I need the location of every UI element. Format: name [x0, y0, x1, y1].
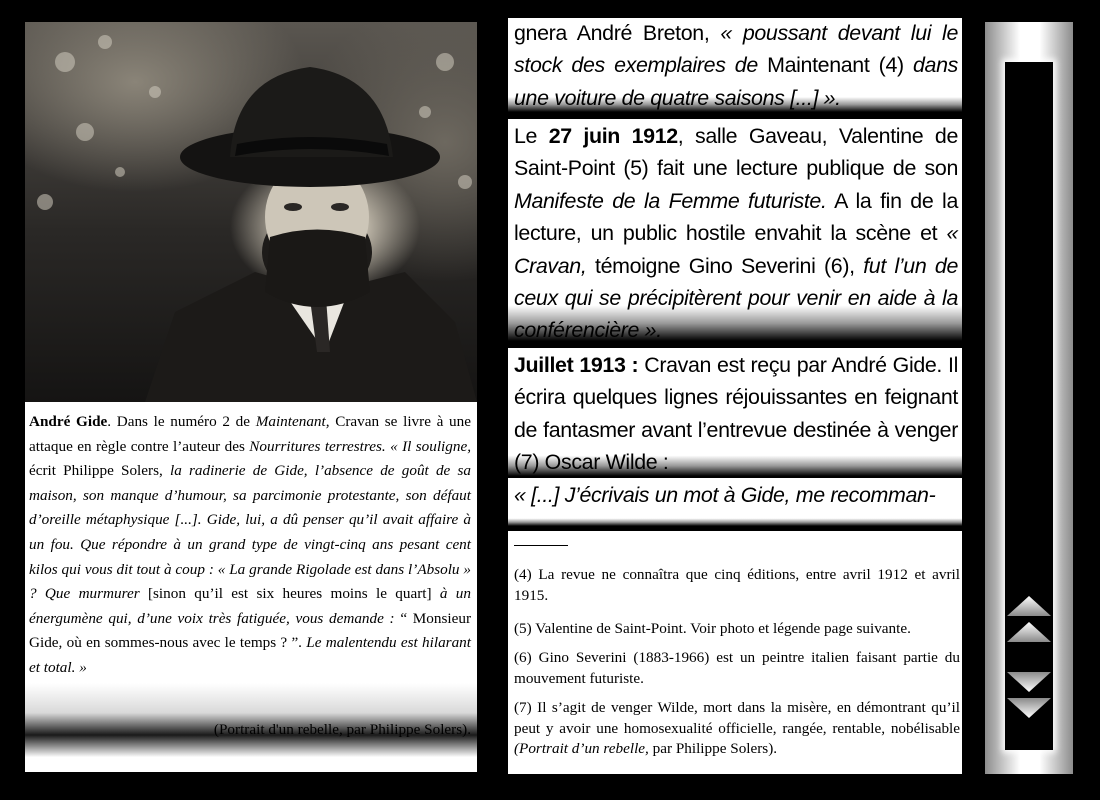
quote-run: fut l’un de ceux qui se précipitèrent pour venir en aide à la conférencière ».	[514, 253, 958, 343]
footnote-6: (6) Gino Severini (1883-1966) est un peintre italien faisant partie du mouvement futuriste.	[514, 649, 960, 687]
footnote-italic: (Portrait d’un rebelle,	[514, 740, 649, 757]
caption-quote-part: « Il souligne,	[390, 437, 471, 455]
date-run: 27 juin 1912	[548, 124, 678, 148]
chevron-up-icon[interactable]	[1005, 620, 1053, 644]
text-run: Maintenant (4)	[757, 53, 913, 78]
article-paragraph-3	[514, 349, 958, 479]
chevron-down-icon[interactable]	[1005, 670, 1053, 694]
caption-quote-part: à un énergumène qui, d’une voix très fatiguée, vous demande :	[29, 585, 471, 627]
article-paragraph-1	[514, 17, 958, 114]
article-paragraph-2	[514, 120, 958, 347]
scroll-panel	[985, 22, 1073, 774]
footnote-rule	[514, 545, 568, 546]
caption-quote-part: Le malentendu est hilarant et total. »	[29, 634, 471, 676]
double-chevron-down-icon[interactable]	[1005, 696, 1053, 720]
photo-caption	[29, 410, 471, 681]
caption-text-part: Cravan se livre à une attaque en règle contre l’auteur des	[29, 413, 471, 455]
work-title-run: Manifeste de la Femme futuriste.	[514, 188, 827, 213]
article-paragraph-4	[514, 479, 958, 511]
text-run: , salle Gaveau, Valentine de Saint-Point (5) fait une lecture publique de son	[514, 124, 958, 181]
quote-run: dans une voiture de quatre saisons [...] ».	[514, 53, 958, 110]
photo-caption-panel	[25, 402, 477, 772]
caption-text-part: . Dans le numéro 2 de	[107, 413, 256, 430]
caption-source: (Portrait d'un rebelle, par Philippe Solers).	[213, 721, 471, 738]
paragraph-strip	[508, 348, 962, 476]
caption-book-title: Nourritures terrestres.	[249, 437, 386, 455]
text-run: Le	[514, 124, 549, 148]
paragraph-strip	[508, 478, 962, 526]
scroll-track[interactable]	[1005, 62, 1053, 750]
caption-text-part: [sinon qu’il est six heures moins le quart]	[139, 585, 440, 603]
double-chevron-up-icon[interactable]	[1005, 594, 1053, 618]
caption-magazine-title: Maintenant,	[255, 413, 330, 430]
quote-run: « Cravan,	[514, 221, 958, 278]
text-run: Cravan est reçu par André Gide. Il écrira quelques lignes réjouissantes en feignant de fantasmer avant l’entrevue destinée à venger (7) Oscar Wilde :	[514, 353, 958, 475]
quote-run: « [...] J’écrivais un mot à Gide, me recomman-	[514, 483, 936, 507]
portrait-photo	[25, 22, 477, 402]
paragraph-strip	[508, 18, 962, 112]
text-run: gnera André Breton,	[514, 21, 721, 45]
text-run: témoigne Gino Severini (6),	[586, 253, 864, 278]
footnote-5: (5) Valentine de Saint-Point. Voir photo et légende page suivante.	[514, 620, 911, 637]
paragraph-strip	[508, 119, 962, 341]
quote-run: « poussant devant lui le stock des exemplaires de	[514, 21, 959, 78]
footnote-7	[514, 698, 960, 760]
date-run: Juillet 1913 :	[514, 353, 639, 377]
footnote-4: (4) La revue ne connaîtra que cinq éditions, entre avril 1912 et avril 1915.	[514, 566, 960, 604]
footnotes-panel	[508, 531, 962, 774]
caption-quote-part: la radinerie de Gide, l’absence de goût de sa maison, son manque d’humour, sa parcimonie protestante, son défaut d’oreille métaphysique [...]. Gide, lui, a dû penser qu’il avait affaire à un fou. Que répondre à un grand type de vingt-cinq ans pesant cent kilos qui vous dit tout à coup : « La grande Rigolade est dans l’Absolu » ? Que murmurer	[29, 462, 472, 603]
caption-text-part: écrit Philippe Solers,	[29, 462, 170, 480]
footnote-text: par Philippe Solers).	[648, 740, 778, 757]
caption-subject-name: André Gide	[29, 413, 108, 430]
text-run: A la fin de la lecture, un public hostile envahit la scène et	[514, 188, 958, 246]
footnote-text: (7) Il s’agit de venger Wilde, mort dans la misère, en démontrant qu’il peut y avoir une homosexualité officielle, rangée, rentable, nobélisable	[514, 699, 960, 737]
article-column	[508, 18, 962, 774]
caption-text-part: “ Monsieur Gide, où en sommes-nous avec le temps ? ”.	[29, 609, 471, 652]
photo-illustration	[25, 22, 477, 402]
